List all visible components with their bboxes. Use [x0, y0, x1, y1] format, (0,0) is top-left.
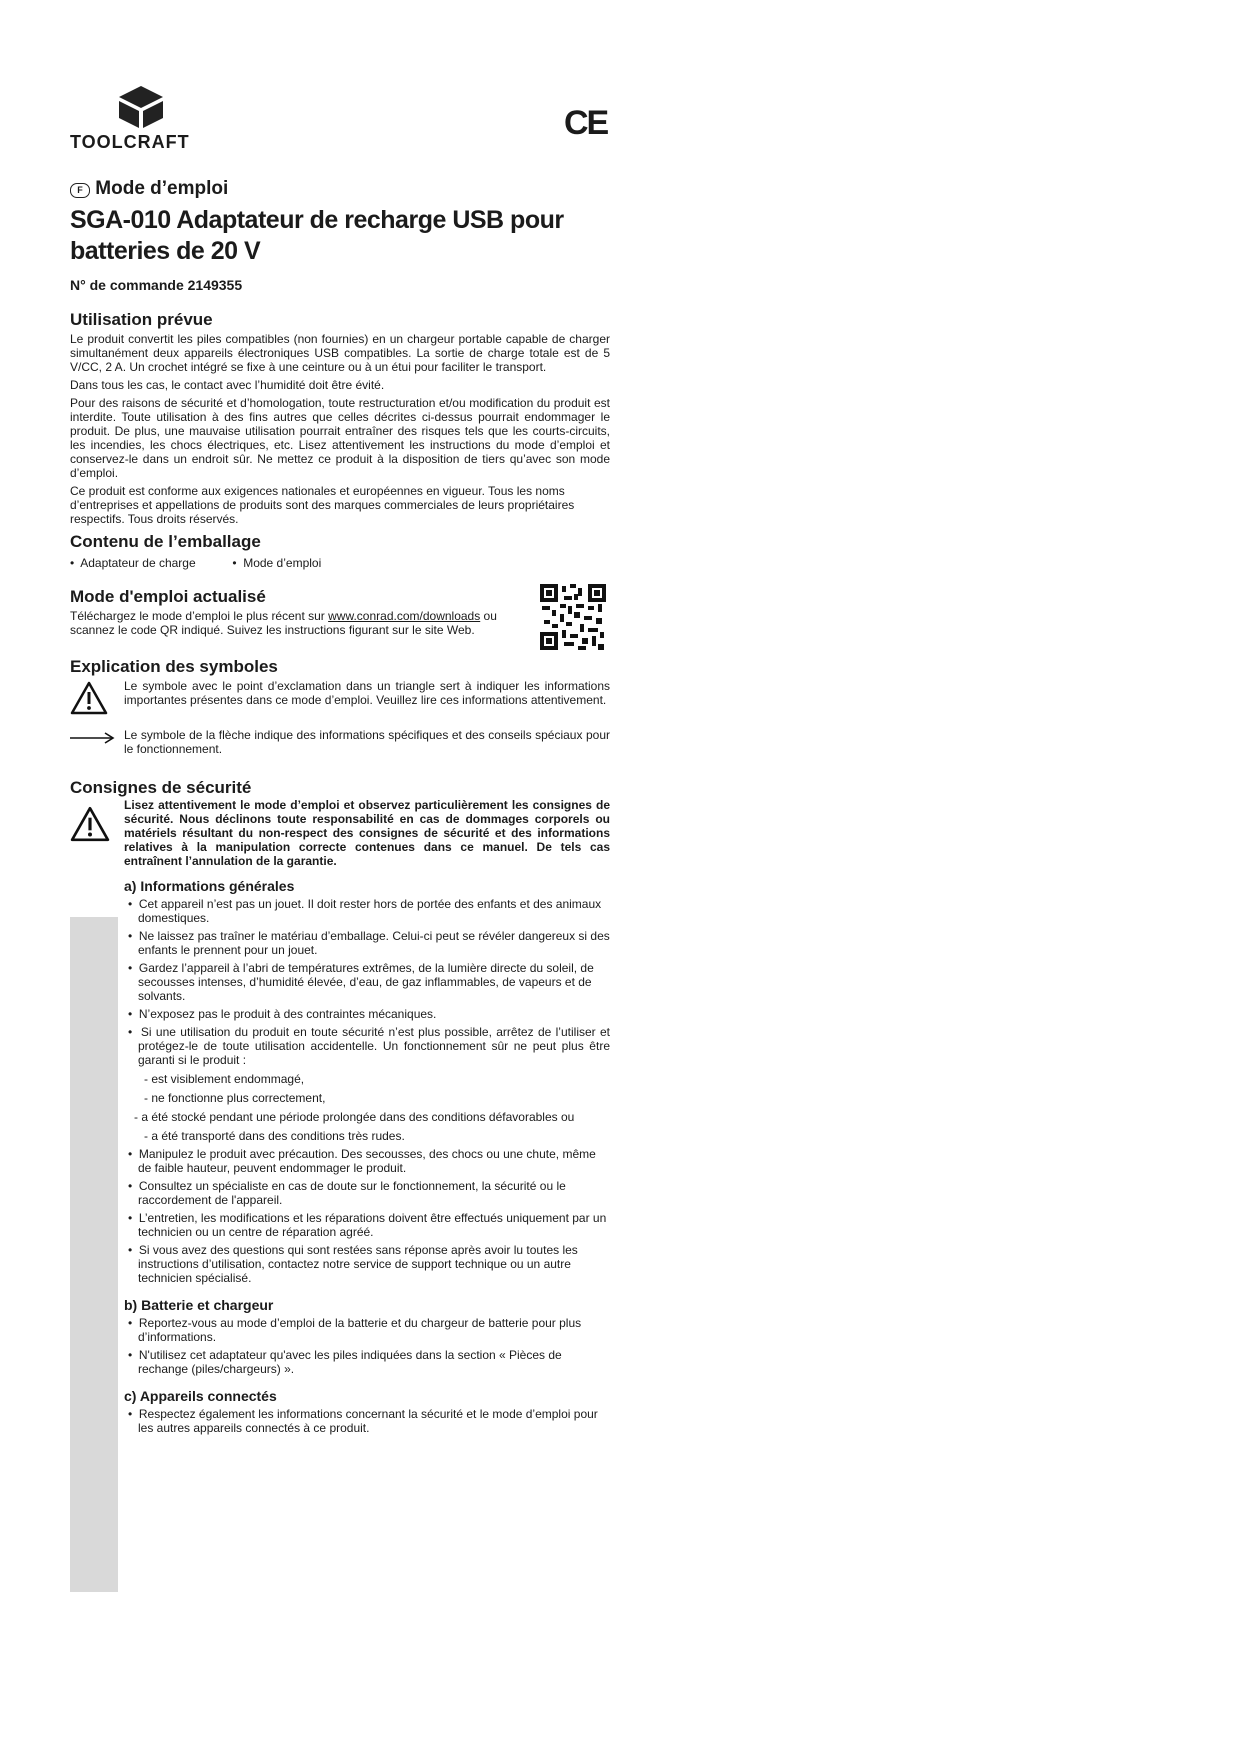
list-item: • Si vous avez des questions qui sont restées sans réponse après avoir lu toutes les instructions d’utilisation, contactez notre service de support technique ou un autre technicien spécialisé.	[128, 1243, 578, 1285]
symbols-heading: Explication des symboles	[70, 657, 278, 676]
list-item: • Gardez l’appareil à l’abri de températures extrêmes, de la lumière directe du soleil, de secousses intenses, d’humidité élevée, d’eau, de gaz inflammables, de vapeurs et de solvants.	[128, 961, 594, 1003]
intended-use-section	[70, 310, 610, 526]
list-item: • Si une utilisation du produit en toute sécurité n’est plus possible, arrêtez de l’utiliser et protégez-le de toute utilisation accidentelle. Un fonctionnement sûr ne peut plus être garanti si le produit :	[128, 1025, 611, 1067]
downloads-link[interactable]: www.conrad.com/downloads	[328, 609, 481, 623]
warning-triangle-icon	[70, 806, 110, 842]
ce-mark: CE	[564, 104, 608, 142]
manual-language-label: F Mode d’emploi	[70, 178, 228, 200]
french-flag-icon: F	[70, 183, 90, 198]
package-item: Mode d’emploi	[243, 556, 322, 570]
list-item: • Ne laissez pas traîner le matériau d’emballage. Celui-ci peut se révéler dangereux si des enfants le prennent pour un jouet.	[128, 929, 610, 957]
package-contents-section: Contenu de l’emballage • Adaptateur de charge • Mode d’emploi	[70, 532, 610, 570]
toolcraft-logo-icon	[118, 86, 164, 128]
list-item: • Cet appareil n’est pas un jouet. Il doit rester hors de portée des enfants et des animaux domestiques.	[128, 897, 602, 925]
list-item: • Manipulez le produit avec précaution. Des secousses, des chocs ou une chute, même de faible hauteur, peuvent endommager le produit.	[128, 1147, 596, 1175]
safety-c-heading: c) Appareils connectés	[124, 1388, 277, 1404]
package-heading: Contenu de l’emballage	[70, 532, 261, 551]
list-subitem: - ne fonctionne plus correctement,	[144, 1091, 326, 1105]
list-subitem: - a été stocké pendant une période prolongée dans des conditions défavorables ou	[134, 1110, 575, 1124]
symbols-section	[70, 657, 610, 756]
list-item: • Consultez un spécialiste en cas de doute sur le fonctionnement, la sécurité ou le raccordement de l'appareil.	[128, 1179, 566, 1207]
warning-triangle-icon	[70, 681, 108, 715]
list-item: • Respectez également les informations concernant la sécurité et le mode d’emploi pour les autres appareils connectés à ce produit.	[128, 1407, 598, 1435]
list-item: • N'utilisez cet adaptateur qu'avec les piles indiquées dans la section « Pièces de rechange (piles/chargeurs) ».	[128, 1348, 562, 1376]
safety-b-heading: b) Batterie et chargeur	[124, 1297, 274, 1313]
list-subitem: - a été transporté dans des conditions très rudes.	[144, 1129, 405, 1143]
safety-side-bar	[70, 917, 118, 1592]
updated-manual-section: Mode d'emploi actualisé Téléchargez le mode d’emploi le plus récent sur www.conrad.com/downloads ou scannez le code QR indiqué. Suivez les instructions figurant sur le site Web.	[70, 587, 610, 637]
arrow-right-icon	[70, 732, 116, 744]
safety-heading: Consignes de sécurité	[70, 778, 252, 797]
brand-name: TOOLCRAFT	[70, 132, 190, 152]
warning-symbol-text: Le symbole avec le point d’exclamation dans un triangle sert à indiquer les informations importantes présentes dans ce mode d’emploi. Veuillez lire ces informations attentivement.	[124, 679, 610, 707]
arrow-symbol-text: Le symbole de la flèche indique des informations spécifiques et des conseils spéciaux pour le fonctionnement.	[124, 728, 610, 756]
safety-a-heading: a) Informations générales	[124, 878, 295, 894]
intended-use-p1: Le produit convertit les piles compatibles (non fournies) en un chargeur portable capable de charger simultanément deux appareils électroniques USB compatibles. La sortie de charge totale est de 5 V/CC, 2 A. Un crochet intégré se fixe à une ceinture ou à un étui pour faciliter le transport.	[70, 332, 610, 374]
list-item: • N’exposez pas le produit à des contraintes mécaniques.	[128, 1007, 437, 1021]
page-title: SGA-010 Adaptateur de recharge USB pour batteries de 20 V	[70, 206, 564, 265]
safety-general	[124, 878, 610, 1435]
list-item: • Reportez-vous au mode d’emploi de la batterie et du chargeur de batterie pour plus d’informations.	[128, 1316, 582, 1344]
package-item: Adaptateur de charge	[80, 556, 196, 570]
list-subitem: - est visiblement endommagé,	[144, 1072, 305, 1086]
intended-use-heading: Utilisation prévue	[70, 310, 213, 329]
toolcraft-logo	[70, 86, 210, 166]
safety-section	[70, 778, 611, 1435]
updated-manual-heading: Mode d'emploi actualisé	[70, 587, 266, 606]
list-item: • L’entretien, les modifications et les réparations doivent être effectués uniquement par un technicien ou un centre de réparation agréé.	[128, 1211, 607, 1239]
qr-code[interactable]	[540, 584, 606, 650]
intended-use-p3: Pour des raisons de sécurité et d’homologation, toute restructuration et/ou modification du produit est interdite. Toute utilisation à des fins autres que celles décrites ci-dessus pourrait endommager le produit. De plus, une mauvaise utilisation pourrait entraîner des risques tels que les courts-circuits, les incendies, les chocs électriques, etc. Lisez attentivement les instructions du mode d’emploi et conservez-le dans un endroit sûr. Ne mettez ce produit à la disposition de tiers qu’avec son mode d’emploi.	[70, 396, 610, 480]
order-number: N° de commande 2149355	[70, 277, 243, 293]
intended-use-p2: Dans tous les cas, le contact avec l’humidité doit être évité.	[70, 378, 385, 392]
intended-use-p4: Ce produit est conforme aux exigences nationales et européennes en vigueur. Tous les noms d’entreprises et appellations de produits sont des marques commerciales de leurs propriétaires respectifs. Tous droits réservés.	[70, 484, 575, 526]
safety-intro: Lisez attentivement le mode d’emploi et observez particulièrement les consignes de sécurité. Nous déclinons toute responsabilité en cas de dommages corporels ou matériels résultant du non-respect des consignes de sécurité et des informations relatives à la manipulation correcte contenues dans ce manuel. De tels cas entraînent l’annulation de la garantie.	[124, 798, 610, 868]
